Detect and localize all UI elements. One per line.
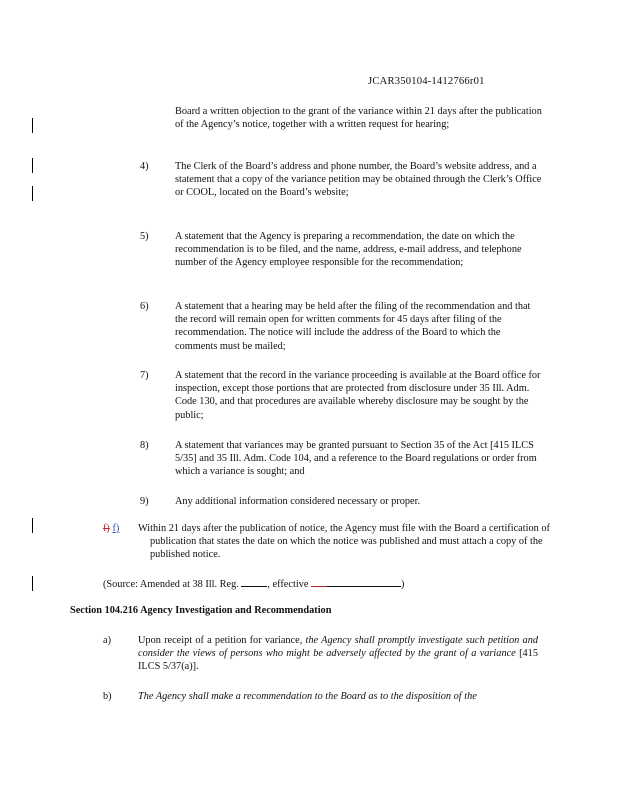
list-item-number: 5) [140, 231, 149, 242]
list-item [175, 495, 545, 508]
source-prefix: (Source: Amended at 38 Ill. Reg. [103, 579, 239, 590]
source-note [103, 578, 404, 591]
subsection-b-statute: The Agency shall make a recommendation to the Board as to the disposition of the [138, 691, 477, 702]
date-blank [327, 586, 401, 587]
list-item-text: Board a written objection to the grant of the variance within 21 days after the publication of the Agency’s notice, together with a written request for hearing; [175, 106, 542, 131]
subsection-a [138, 634, 538, 674]
subsection-a-lead: Upon receipt of a petition for variance, [138, 635, 303, 646]
item-f-labels [103, 522, 119, 535]
change-bar [32, 118, 33, 133]
list-item-text: A statement that a hearing may be held after the filing of the recommendation and that the record will remain open for written comments for 45 days after filing of the recommendation. The notice will include the address of the Board to which the comments must be mailed; [175, 301, 531, 352]
inserted-label: f) [112, 523, 120, 534]
list-item [175, 105, 545, 131]
section-heading: Section 104.216 Agency Investigation and Recommendation [70, 605, 332, 616]
subsection-b [138, 690, 538, 703]
list-item [175, 439, 545, 479]
list-item [175, 300, 545, 353]
item-f-text [138, 522, 550, 562]
list-item-number: 7) [140, 370, 149, 381]
list-item-text: The Clerk of the Board’s address and phone number, the Board’s website address, and a statement that a copy of the variance petition may be obtained through the Clerk’s Office or COOL, located on the Board’s website; [175, 161, 542, 199]
document-id: JCAR350104-1412766r01 [368, 76, 485, 87]
source-middle: , effective [267, 579, 309, 590]
subsection-a-cite: [415 ILCS 5/37(a)]. [138, 648, 538, 673]
list-item [175, 160, 545, 200]
subsection-number: b) [103, 691, 112, 702]
change-bar [32, 576, 33, 591]
list-item [175, 230, 545, 270]
list-item [175, 369, 545, 422]
register-blank [241, 586, 267, 587]
deleted-label: f) [103, 523, 110, 534]
list-item-number: 4) [140, 161, 149, 172]
list-item-number: 8) [140, 440, 149, 451]
list-item-text: A statement that the Agency is preparing a recommendation, the date on which the recommendation is to be filed, and the name, address, e-mail address, and telephone number of the Agency employee responsible for the recommendation; [175, 231, 522, 269]
change-bar [32, 518, 33, 533]
subsection-a-statute: the Agency shall promptly investigate such petition and consider the views of persons who might be adversely affected by the grant of a variance [138, 635, 538, 660]
list-item-number: 9) [140, 496, 149, 507]
subsection-number: a) [103, 635, 111, 646]
source-suffix: ) [400, 579, 405, 590]
list-item-number: 6) [140, 301, 149, 312]
list-item-text: A statement that variances may be granted pursuant to Section 35 of the Act [415 ILCS 5/35] and 35 Ill. Adm. Code 104, and a reference to the Board regulations or order from which a variance is sought; and [175, 440, 537, 478]
date-blank-inserted [311, 586, 327, 587]
item-f-body: Within 21 days after the publication of notice, the Agency must file with the Board a certification of publication that states the date on which the notice was published and must attach a copy of the published notice. [138, 523, 550, 561]
change-bar [32, 158, 33, 173]
change-bar [32, 186, 33, 201]
list-item-text: Any additional information considered necessary or proper. [175, 496, 421, 507]
list-item-text: A statement that the record in the variance proceeding is available at the Board office for inspection, except those portions that are protected from disclosure under 35 Ill. Adm. Code 130, and that procedures are available whereby disclosure may be sought by the public; [175, 370, 541, 421]
